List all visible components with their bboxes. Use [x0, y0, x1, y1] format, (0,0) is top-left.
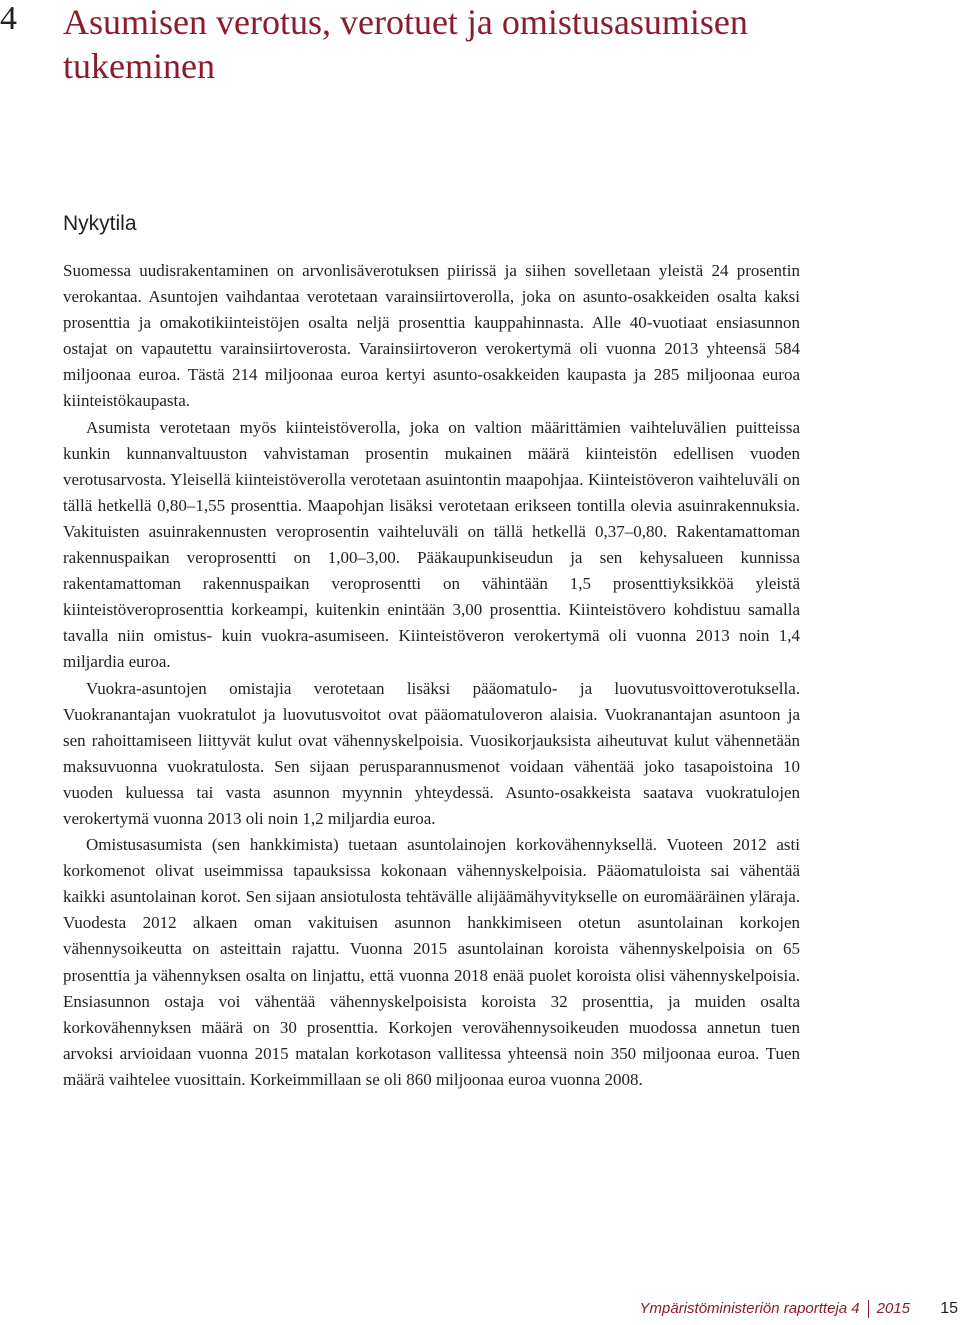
footer-publication-title: Ympäristöministeriön raportteja 4: [639, 1300, 860, 1317]
paragraph-3: Vuokra-asuntojen omistajia verotetaan lisäksi pääomatulo- ja luovutusvoittoverotuksella. Vuokranantajan vuokratulot ja luovutusvoitot ovat pääomatuloveron alaisia. Vuokranantajan asuntoon ja sen rahoittamiseen liittyvät kulut ovat vähennyskelpoisia. Vuosikorjauksista aiheutuvat kulut vähennetään maksuvuonna vuokratulosta. Sen sijaan perusparannusmenot voidaan vähentää joko tasapoistoina 10 vuoden kuluessa tai vasta asunnon myynnin yhteydessä. Asunto-osakkeista saatava vuokratulojen verokertymä vuonna 2013 oli noin 1,2 miljardia euroa.: [63, 678, 800, 828]
paragraph-1: Suomessa uudisrakentaminen on arvonlisäverotuksen piirissä ja siihen sovelletaan yleistä 24 prosentin verokantaa. Asuntojen vaihdantaa verotetaan varainsiirtoverolla, joka on asunto-osakkeiden osalta kaksi prosenttia ja omakotikiinteistöjen osalta neljä prosenttia kauppahinnasta. Alle 40-vuotiaat ensiasunnon ostajat on vapautettu varainsiirtoverosta. Varainsiirtoveron verokertymä oli vuonna 2013 yhteensä 584 miljoonaa euroa. Tästä 214 miljoonaa euroa kertyi asunto-osakkeiden kaupasta ja 285 miljoonaa euroa kiinteistökaupasta.: [63, 261, 800, 411]
page-number: 15: [940, 1300, 958, 1317]
footer-separator: [868, 1300, 869, 1318]
paragraph-4: Omistusasumista (sen hankkimista) tuetaan asuntolainojen korkovähennyksellä. Vuoteen 2012 asti korkomenot olivat useimmissa tapauksissa kokonaan vähennyskelpoisia. Pääomatuloista sai vähentää kaikki asuntolainan korot. Sen sijaan ansiotulosta tehtävälle alijäämähyvitykselle on euromääräinen yläraja. Vuodesta 2012 alkaen oman vakituisen asunnon hankkimiseen otetun asuntolainan korkojen vähennysoikeutta on asteittain rajattu. Vuonna 2015 asuntolainan koroista vähennyskelpoisia on 65 prosenttia ja vähennyksen osalta on linjattu, että vuonna 2018 enää puolet koroista olisi vähennyskelpoisia. Ensiasunnon ostaja voi vähentää vähennyskelpoisista koroista 32 prosenttia, ja muiden osalta korkovähennyksen määrä on 30 prosenttia. Korkojen verovähennysoikeuden muodossa annetun tuen arvoksi arvioidaan vuonna 2015 matalan korkotason vallitessa yhteensä noin 350 miljoonaa euroa. Tuen määrä vaihtelee vuosittain. Korkeimmillaan se oli 860 miljoonaa euroa vuonna 2008.: [63, 835, 800, 1089]
section-heading: Nykytila: [63, 212, 137, 235]
page-footer: [0, 1298, 960, 1322]
chapter-number: 4: [0, 0, 17, 37]
footer-publication: [640, 1298, 910, 1320]
chapter-title: Asumisen verotus, verotuet ja omistusasumisen tukeminen: [63, 2, 748, 86]
footer-year: 2015: [876, 1300, 910, 1317]
paragraph-2: Asumista verotetaan myös kiinteistöverolla, joka on valtion määrittämien vaihteluvälien puitteissa kunkin kunnanvaltuuston vahvistaman prosentin mukainen määrä kiinteistön edellisen vuoden verotusarvosta. Yleisellä kiinteistöverolla verotetaan asuintontin maapohjaa. Kiinteistöveron vaihteluväli on tällä hetkellä 0,80–1,55 prosenttia. Maapohjan lisäksi verotetaan erikseen tontilla olevia asuinrakennuksia. Vakituisten asuinrakennusten veroprosentin vaihteluväli on tällä hetkellä 0,37–0,80. Rakentamattoman rakennuspaikan veroprosentti on 1,00–3,00. Pääkaupunkiseudun ja sen kehysalueen kunnissa rakentamattoman rakennuspaikan veroprosentti on vähintään 1,5 prosenttiyksikköä yleistä kiinteistöveroprosenttia korkeampi, kuitenkin enintään 3,00 prosenttia. Kiinteistövero kohdistuu samalla tavalla niin omistus- kuin vuokra-asumiseen. Kiinteistöveron verokertymä oli vuonna 2013 noin 1,4 miljardia euroa.: [63, 417, 800, 672]
body-text: [63, 258, 800, 1093]
